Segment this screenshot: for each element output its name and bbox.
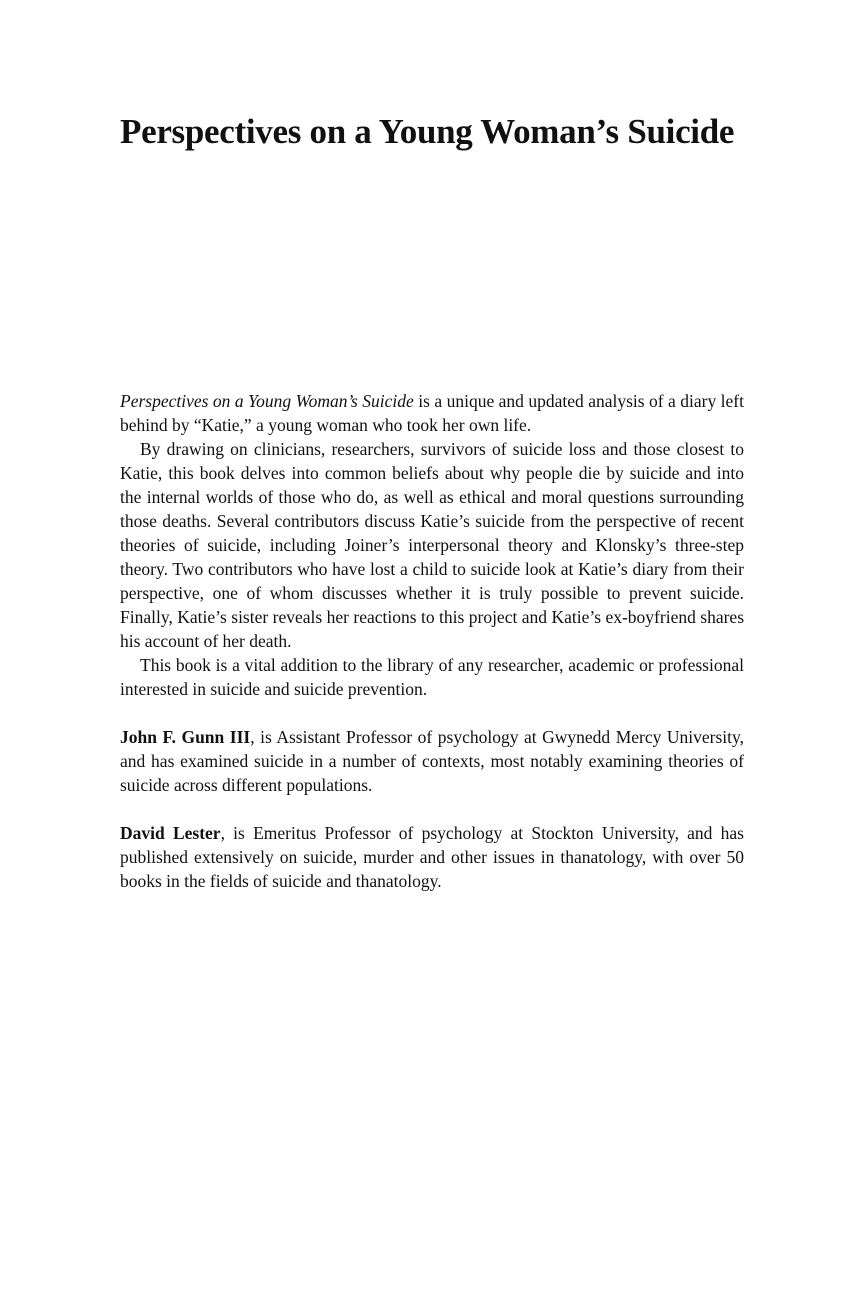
author-bio-gunn (120, 725, 744, 797)
book-description (120, 389, 744, 893)
description-paragraph-2: By drawing on clinicians, researchers, survivors of suicide loss and those closest to Katie, this book delves into common beliefs about why people die by suicide and into the internal worlds of those who do, as well as ethical and moral questions surrounding those deaths. Several contributors discuss Katie’s suicide from the perspective of recent theories of suicide, including Joiner’s interpersonal theory and Klonsky’s three-step theory. Two contributors who have lost a child to suicide look at Katie’s diary from their perspective, one of whom discusses whether it is truly possible to prevent suicide. Finally, Katie’s sister reveals her reactions to this project and Katie’s ex-boyfriend shares his account of her death. (120, 439, 744, 651)
description-paragraph-3: This book is a vital addition to the library of any researcher, academic or professional interested in suicide and suicide prevention. (120, 655, 744, 699)
author-bio-lester (120, 821, 744, 893)
page-title: Perspectives on a Young Woman’s Suicide (120, 112, 735, 151)
author-bio-text-lester: , is Emeritus Professor of psychology at Stockton University, and has published extensively on suicide, murder and other issues in thanatology, with over 50 books in the fields of suicide and thanatology. (120, 823, 744, 891)
author-name-lester: David Lester (120, 823, 221, 843)
intro-book-title: Perspectives on a Young Woman’s Suicide (120, 391, 414, 411)
intro-text: is a unique and updated analysis of a diary left behind by “Katie,” a young woman who took her own life. (120, 391, 744, 435)
intro-paragraph (120, 389, 744, 437)
author-name-gunn: John F. Gunn III (120, 727, 251, 747)
author-bio-text-gunn: , is Assistant Professor of psychology at Gwynedd Mercy University, and has examined suicide in a number of contexts, most notably examining theories of suicide across different populations. (120, 727, 744, 795)
